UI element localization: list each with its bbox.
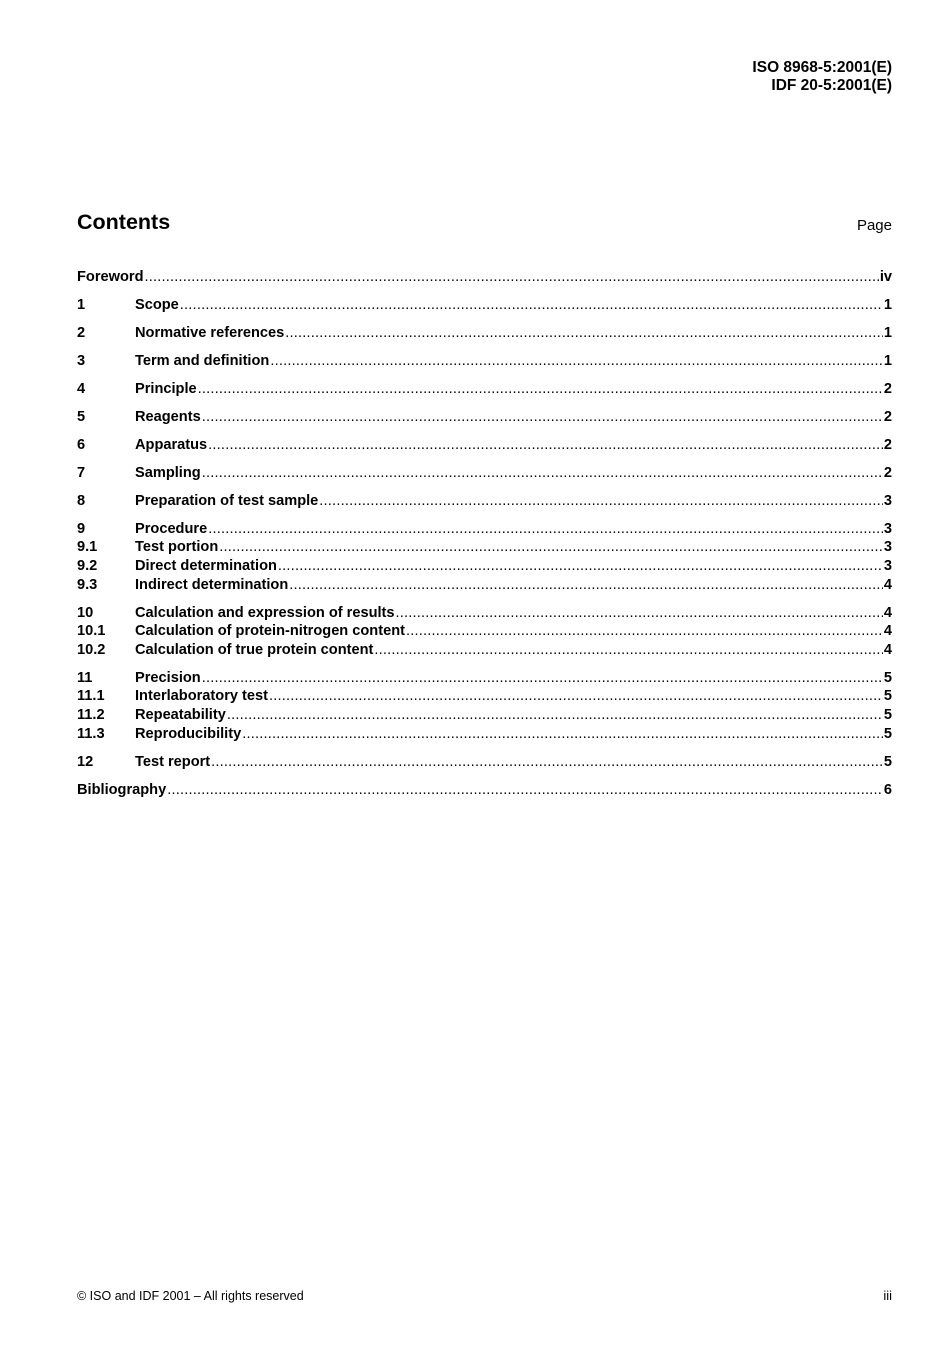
toc-entry-page: 4 [883,623,892,640]
toc-entry-page: 6 [883,781,892,798]
toc-entry-title: Test report [135,753,211,770]
toc-entry-page: 3 [883,539,892,556]
toc-entry-number: 6 [77,436,86,453]
toc-entry-number: 11.3 [77,725,105,742]
toc-entry-number: 10 [77,604,94,621]
dot-leader [202,464,883,483]
toc-entry-page: 5 [883,725,892,742]
page-number: iii [883,1288,892,1303]
toc-entry-title: Preparation of test sample [135,492,319,509]
document-identifier [752,59,892,95]
dot-leader [202,669,883,688]
toc-entry-title: Principle [135,380,197,397]
page-column-label: Page [856,217,892,234]
toc-entry-11-1[interactable] [77,687,892,706]
dot-leader [208,520,883,539]
toc-entry-page: 4 [883,604,892,621]
toc-entry-title: Reproducibility [135,725,242,742]
dot-leader [219,538,883,557]
dot-leader [270,352,883,371]
toc-entry-page: 2 [883,408,892,425]
toc-entry-title: Repeatability [135,706,226,723]
table-of-contents [77,268,892,799]
toc-entry-number: 10.2 [77,641,106,658]
toc-entry-title: Foreword [77,269,144,285]
toc-entry-5[interactable] [77,408,892,427]
toc-entry-page: 4 [883,641,892,658]
toc-entry-title: Bibliography [77,781,167,798]
dot-leader [406,622,883,641]
toc-entry-number: 2 [77,324,86,341]
toc-entry-title: Direct determination [135,558,277,575]
toc-entry-10-2[interactable] [77,641,892,660]
dot-leader [202,408,883,427]
dot-leader [180,296,883,315]
toc-entry-8[interactable] [77,492,892,511]
dot-leader [278,557,883,576]
toc-entry-number: 11 [77,669,93,686]
dot-leader [144,268,878,287]
toc-entry-page: 5 [883,688,892,705]
toc-entry-number: 10.1 [77,623,106,640]
toc-entry-page: 3 [883,558,892,575]
toc-entry-page: 5 [883,669,892,686]
toc-entry-number: 9.3 [77,576,98,593]
toc-entry-6[interactable] [77,436,892,455]
toc-entry-4[interactable] [77,380,892,399]
toc-entry-number: 7 [77,464,86,481]
dot-leader [374,641,883,660]
toc-entry-page: 5 [883,706,892,723]
toc-entry-title: Procedure [135,520,208,537]
toc-entry-foreword[interactable] [77,268,892,287]
toc-entry-9[interactable] [77,520,892,539]
toc-entry-title: Calculation and expression of results [135,604,395,621]
dot-leader [269,687,883,706]
toc-entry-title: Calculation of protein-nitrogen content [135,623,405,640]
toc-entry-11-3[interactable] [77,725,892,744]
toc-entry-number: 4 [77,380,86,397]
toc-entry-2[interactable] [77,324,892,343]
toc-entry-11-2[interactable] [77,706,892,725]
dot-leader [208,436,883,455]
toc-entry-title: Precision [135,669,201,686]
toc-entry-number: 11.1 [77,688,105,705]
dot-leader [167,781,883,800]
dot-leader [396,604,883,623]
dot-leader [289,576,883,595]
dot-leader [227,706,883,725]
copyright-notice: © ISO and IDF 2001 – All rights reserved [77,1289,304,1303]
contents-heading: Contents [77,210,171,234]
toc-entry-number: 9.1 [77,539,98,556]
toc-entry-page: 4 [883,576,892,593]
toc-entry-title: Term and definition [135,352,270,369]
toc-entry-bibliography[interactable] [77,781,892,800]
toc-entry-title: Sampling [135,464,201,481]
toc-entry-number: 1 [77,296,86,313]
toc-entry-number: 12 [77,753,94,770]
doc-id-idf: IDF 20-5:2001(E) [771,77,892,94]
toc-entry-page: 5 [883,753,892,770]
toc-entry-title: Normative references [135,324,285,341]
toc-entry-title: Scope [135,296,179,313]
toc-entry-12[interactable] [77,753,892,772]
toc-entry-page: iv [879,269,892,285]
toc-entry-page: 2 [883,436,892,453]
toc-entry-3[interactable] [77,352,892,371]
dot-leader [242,725,883,744]
toc-entry-9-2[interactable] [77,557,892,576]
toc-entry-9-1[interactable] [77,538,892,557]
toc-entry-page: 3 [883,492,892,509]
toc-entry-page: 1 [883,352,892,369]
toc-entry-title: Test portion [135,539,219,556]
toc-entry-title: Calculation of true protein content [135,641,374,658]
dot-leader [285,324,883,343]
toc-entry-7[interactable] [77,464,892,483]
toc-entry-title: Apparatus [135,436,208,453]
toc-entry-title: Reagents [135,408,201,425]
toc-entry-title: Indirect determination [135,576,289,593]
toc-entry-10[interactable] [77,604,892,623]
toc-entry-number: 9 [77,520,86,537]
dot-leader [211,753,883,772]
toc-entry-number: 11.2 [77,706,105,723]
dot-leader [198,380,883,399]
toc-entry-number: 3 [77,352,86,369]
toc-entry-9-3[interactable] [77,576,892,595]
toc-entry-number: 9.2 [77,558,98,575]
toc-entry-title: Interlaboratory test [135,688,268,705]
toc-entry-page: 1 [883,296,892,313]
toc-entry-10-1[interactable] [77,622,892,641]
dot-leader [319,492,883,511]
toc-entry-number: 8 [77,492,86,509]
toc-entry-number: 5 [77,408,86,425]
doc-id-iso: ISO 8968-5:2001(E) [752,59,892,76]
toc-entry-page: 3 [883,520,892,537]
toc-entry-1[interactable] [77,296,892,315]
toc-entry-page: 1 [883,324,892,341]
toc-entry-page: 2 [883,464,892,481]
toc-entry-11[interactable] [77,669,892,688]
toc-entry-page: 2 [883,380,892,397]
